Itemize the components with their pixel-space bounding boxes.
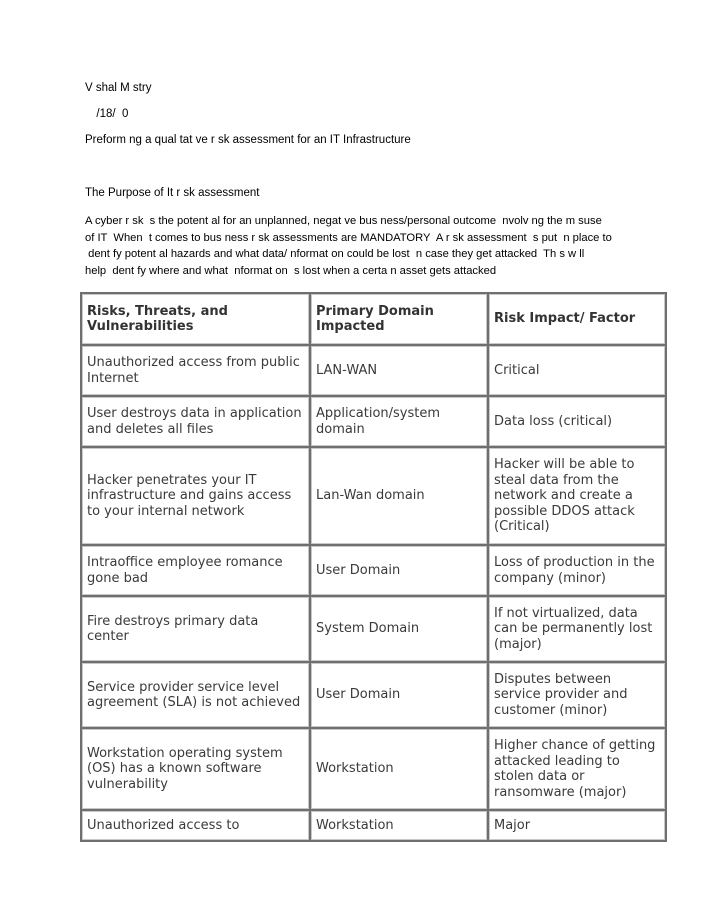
risk-cell: Workstation operating system (OS) has a known software vulnerability: [81, 728, 310, 810]
domain-cell: Workstation: [310, 810, 488, 841]
table-row: [81, 396, 666, 447]
purpose-line: help dent fy where and what nformat on s lost when a certa n asset gets attacked: [85, 264, 497, 277]
domain-cell: User Domain: [310, 545, 488, 596]
domain-cell: LAN-WAN: [310, 345, 488, 396]
risk-assessment-table: [80, 292, 667, 842]
table-row: [81, 662, 666, 728]
document-date: /18/ 0: [90, 108, 129, 120]
risk-cell: User destroys data in application and deletes all files: [81, 396, 310, 447]
header-impact: Risk Impact/ Factor: [488, 293, 666, 345]
impact-cell: Loss of production in the company (minor): [488, 545, 666, 596]
header-domain: Primary Domain Impacted: [310, 293, 488, 345]
table-row: [81, 345, 666, 396]
domain-cell: Lan-Wan domain: [310, 447, 488, 545]
impact-cell: If not virtualized, data can be permanently lost (major): [488, 596, 666, 662]
header-risks: Risks, Threats, and Vulnerabilities: [81, 293, 310, 345]
table-row: [81, 545, 666, 596]
impact-cell: Critical: [488, 345, 666, 396]
purpose-line: A cyber r sk s the potent al for an unplanned, negat ve bus ness/personal outcome nvolv ng the m suse: [85, 215, 602, 227]
risk-cell: Service provider service level agreement (SLA) is not achieved: [81, 662, 310, 728]
table-row: [81, 447, 666, 545]
risk-cell: Fire destroys primary data center: [81, 596, 310, 662]
risk-cell: Hacker penetrates your IT infrastructure and gains access to your internal network: [81, 447, 310, 545]
domain-cell: System Domain: [310, 596, 488, 662]
author-name: V shal M stry: [85, 82, 152, 94]
table-row: [81, 810, 666, 841]
risk-cell: Intraoffice employee romance gone bad: [81, 545, 310, 596]
purpose-paragraph: [85, 213, 645, 279]
impact-cell: Disputes between service provider and customer (minor): [488, 662, 666, 728]
table-row: [81, 596, 666, 662]
purpose-line: of IT When t comes to bus ness r sk assessments are MANDATORY A r sk assessment s put n place to: [85, 231, 612, 244]
impact-cell: Hacker will be able to steal data from the network and create a possible DDOS attack (Critical): [488, 447, 666, 545]
domain-cell: Application/system domain: [310, 396, 488, 447]
risk-cell: Unauthorized access from public Internet: [81, 345, 310, 396]
domain-cell: Workstation: [310, 728, 488, 810]
domain-cell: User Domain: [310, 662, 488, 728]
impact-cell: Higher chance of getting attacked leading to stolen data or ransomware (major): [488, 728, 666, 810]
table-row: [81, 728, 666, 810]
risk-cell: Unauthorized access to: [81, 810, 310, 841]
purpose-line: dent fy potent al hazards and what data/ nformat on could be lost n case they get attacked Th s w ll: [85, 248, 585, 260]
table-header-row: [81, 293, 666, 345]
document-title: Preform ng a qual tat ve r sk assessment for an IT Infrastructure: [85, 134, 411, 146]
impact-cell: Major: [488, 810, 666, 841]
purpose-heading: The Purpose of It r sk assessment: [85, 187, 260, 199]
impact-cell: Data loss (critical): [488, 396, 666, 447]
